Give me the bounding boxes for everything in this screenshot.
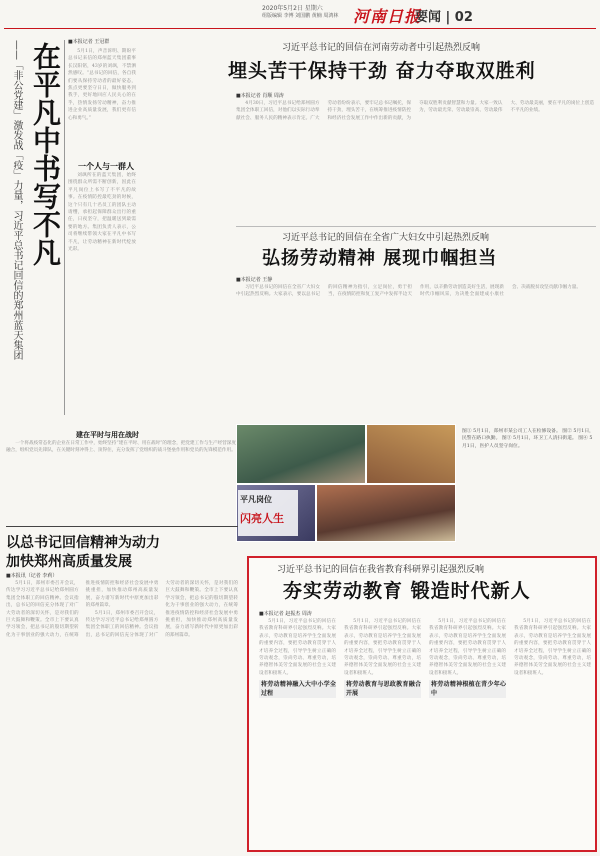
article-divider [6,526,238,527]
left-feature-subhead: 一个人与一群人 [78,161,134,171]
article-divider [236,226,596,227]
left-feature-byline: ■本报记者 王冠群 [68,39,110,45]
photo-captions: 图① 5月1日，郑州市某公司工人在检修设备。 图② 5月1日，民警在路口执勤。 图③ 5月1日，环卫工人清扫街道。 图④ 5月1日，医护人员坚守岗位。 [462,429,594,449]
left-feature-body-2: 刘飒所在的蓝天集团，始终围绕群众所需不断创新，因此在平凡岗位上书写了不平凡的故事。在疫情防控最吃劲的时候，这个只有几十名员工的团队主动请缨，承担起保障群众出行的重任，日夜坚守，把温暖送到最需要的地方。集团负责人表示，公司将继续带领大家在平凡中书写不凡，让劳动精神在新时代绽放光彩。 [68,173,136,253]
newspaper-logo: 河南日报 [353,7,422,26]
article-headline: 弘扬劳动精神 展现巾帼担当 [262,248,498,269]
photo [366,424,456,484]
masthead-rule [4,28,596,29]
article-headline-line-2: 加快郑州高质量发展 [6,554,132,570]
photo [236,424,366,484]
article-body: 4月30日，习近平总书记给郑州圆方集团全体职工回信，对他们以实际行动奉献社会、服务人民的精神表示肯定。广大劳动者纷纷表示，要牢记总书记嘱托，保持干劲，埋头苦干，在统筹推进疫情防控和经济社会发展工作中作出新的贡献，为夺取双胜利贡献智慧和力量。大家一致认为，劳动最光荣、劳动最崇高、劳动最伟大、劳动最美丽，要在平凡的岗位上创造不平凡的业绩。 [236,101,594,121]
article-kicker: 习近平总书记的回信在河南劳动者中引起热烈反响 [282,43,481,53]
issue-date: 2020年5月2日 星期六 [262,5,323,12]
collage-title-large: 闪亮人生 [240,512,284,525]
article-workers [200,40,596,225]
article-education-highlighted [247,556,597,852]
section-label: 要闻 | 02 [415,10,473,25]
article-byline: ■本报记者 王静 [236,277,273,283]
article-body: 5月1日，习近平总书记的回信在我省教育科研界引起强烈反响。大家表示，劳动教育是培养学生全面发展的重要内容，要把劳动教育贯穿于人才培养全过程，引导学生树立正确的劳动观念，崇尚劳动、尊重劳动，培养德智体美劳全面发展的社会主义建设者和接班人。 将劳动精神融入大中小学全过程 5月1日，习近平总书记的回信在我省教育科研界引起强烈反响。大家表示，劳动教育是培养学生全面发展的重要内容，要把劳动教育贯穿于人才培养全过程，引导学生树立正确的劳动观念，崇尚劳动、尊重劳动，培养德智体美劳全面发展的社会主义建设者和接班人。 将劳动教育与思政教育融合开展 5月1日，习近平总书记的回信在我省教育科研界引起强烈反响。大家表示，劳动教育是培养学生全面发展的重要内容，要把劳动教育贯穿于人才培养全过程，引导学生树立正确的劳动观念，崇尚劳动、尊重劳动，培养德智体美劳全面发展的社会主义建设者和接班人。 将劳动精神根植在青少年心中 5月1日，习近平总书记的回信在我省教育科研界引起强烈反响。大家表示，劳动教育是培养学生全面发展的重要内容，要把劳动教育贯穿于人才培养全过程，引导学生树立正确的劳动观念，崇尚劳动、尊重劳动，培养德智体美劳全面发展的社会主义建设者和接班人。 [259,619,591,698]
article-kicker: 习近平总书记的回信在我省教育科研界引起强烈反响 [277,565,485,575]
left-feature [6,36,136,426]
left-feature-kicker: ——「非公党建」激发战「疫」力量，习近平总书记回信的郑州蓝天集团 [11,40,22,360]
article-byline: ■本报记者 赵振杰 周涛 [259,611,312,617]
article-byline: ■本报讯（记者 李莉） [6,573,58,579]
article-subhead: 将劳动精神根植在青少年心中 [431,681,506,698]
page-editors: 组版编辑 李博 刘国鹏 黄楠 周鸿林 [262,13,339,19]
article-body: 习近平总书记的回信在全省广大妇女中引起热烈反响。大家表示，要以总书记的回信精神为指引，立足岗位，勇于担当，在疫情防控和复工复产中发挥半边天作用，以辛勤劳动创造美好生活，展现新时代巾帼风采，为决胜全面建成小康社会、决战脱贫攻坚贡献巾帼力量。 [236,285,581,298]
masthead [0,0,600,34]
left-feature-title: 在平凡中书写不凡 [29,42,62,266]
article-subhead: 将劳动教育与思政教育融合开展 [346,681,421,698]
left-feature-body: 5月1日，声音诉明、期盼平总书记来信的郑州蓝天集团董事长汉阳铭，43岁的刘飒，不禁洒然感叹。“总书记的回信，各自我们要从保持劳动者的最好姿态，焦点更要坚守日日，做快服务到我手，更好地回应人民关心的在乎，热情发扬劳动精神，奋力推进企业高质量发展，我们更有信心和勇气。” [68,49,136,121]
left-feature-body-3: 一个将战疫常态化的企业在日常工作中，始终坚持“建在平时、用在战时”的理念，把党建工作与生产经营深度融合，组织党员先锋队，在关键时刻冲得上、顶得住，充分发挥了党组织的战斗堡垒作用和党员的先锋模范作用。 [6,441,236,454]
article-byline: ■本报记者 肖顺 周涛 [236,93,284,99]
article-headline: 夯实劳动教育 锻造时代新人 [283,580,531,602]
article-zhengzhou [6,526,238,852]
photo [316,484,456,542]
article-kicker: 习近平总书记的回信在全省广大妇女中引起热烈反响 [282,233,490,243]
collage-title-small: 平凡岗位 [240,494,272,504]
article-headline: 埋头苦干保持干劲 奋力夺取双胜利 [228,60,536,82]
vertical-divider [64,40,65,415]
article-body: 5月1日，郑州市委召开会议，传达学习习近平总书记给郑州圆方集团全体职工的回信精神。会议指出，总书记的回信充分体现了对广大劳动者的深切关怀，是对我们的巨大鼓舞和鞭策。全市上下要认真学习领会，把总书记的殷切期望转化为干事创业的强大动力，在统筹推进疫情防控和经济社会发展中勇挑重担，加快推动郑州高质量发展，奋力谱写新时代中原更加出彩的郑州篇章。 5月1日，郑州市委召开会议，传达学习习近平总书记给郑州圆方集团全体职工的回信精神。会议指出，总书记的回信充分体现了对广大劳动者的深切关怀，是对我们的巨大鼓舞和鞭策。全市上下要认真学习领会，把总书记的殷切期望转化为干事创业的强大动力，在统筹推进疫情防控和经济社会发展中勇挑重担，加快推动郑州高质量发展，奋力谱写新时代中原更加出彩的郑州篇章。 [6,581,238,638]
article-headline: 以总书记回信精神为动力 [6,535,160,551]
left-feature-subhead-2: 建在平时与用在战时 [76,430,139,439]
photo-collage [236,424,456,542]
article-women [200,226,596,546]
photo-section [236,424,596,542]
article-subhead: 将劳动精神融入大中小学全过程 [261,681,336,698]
